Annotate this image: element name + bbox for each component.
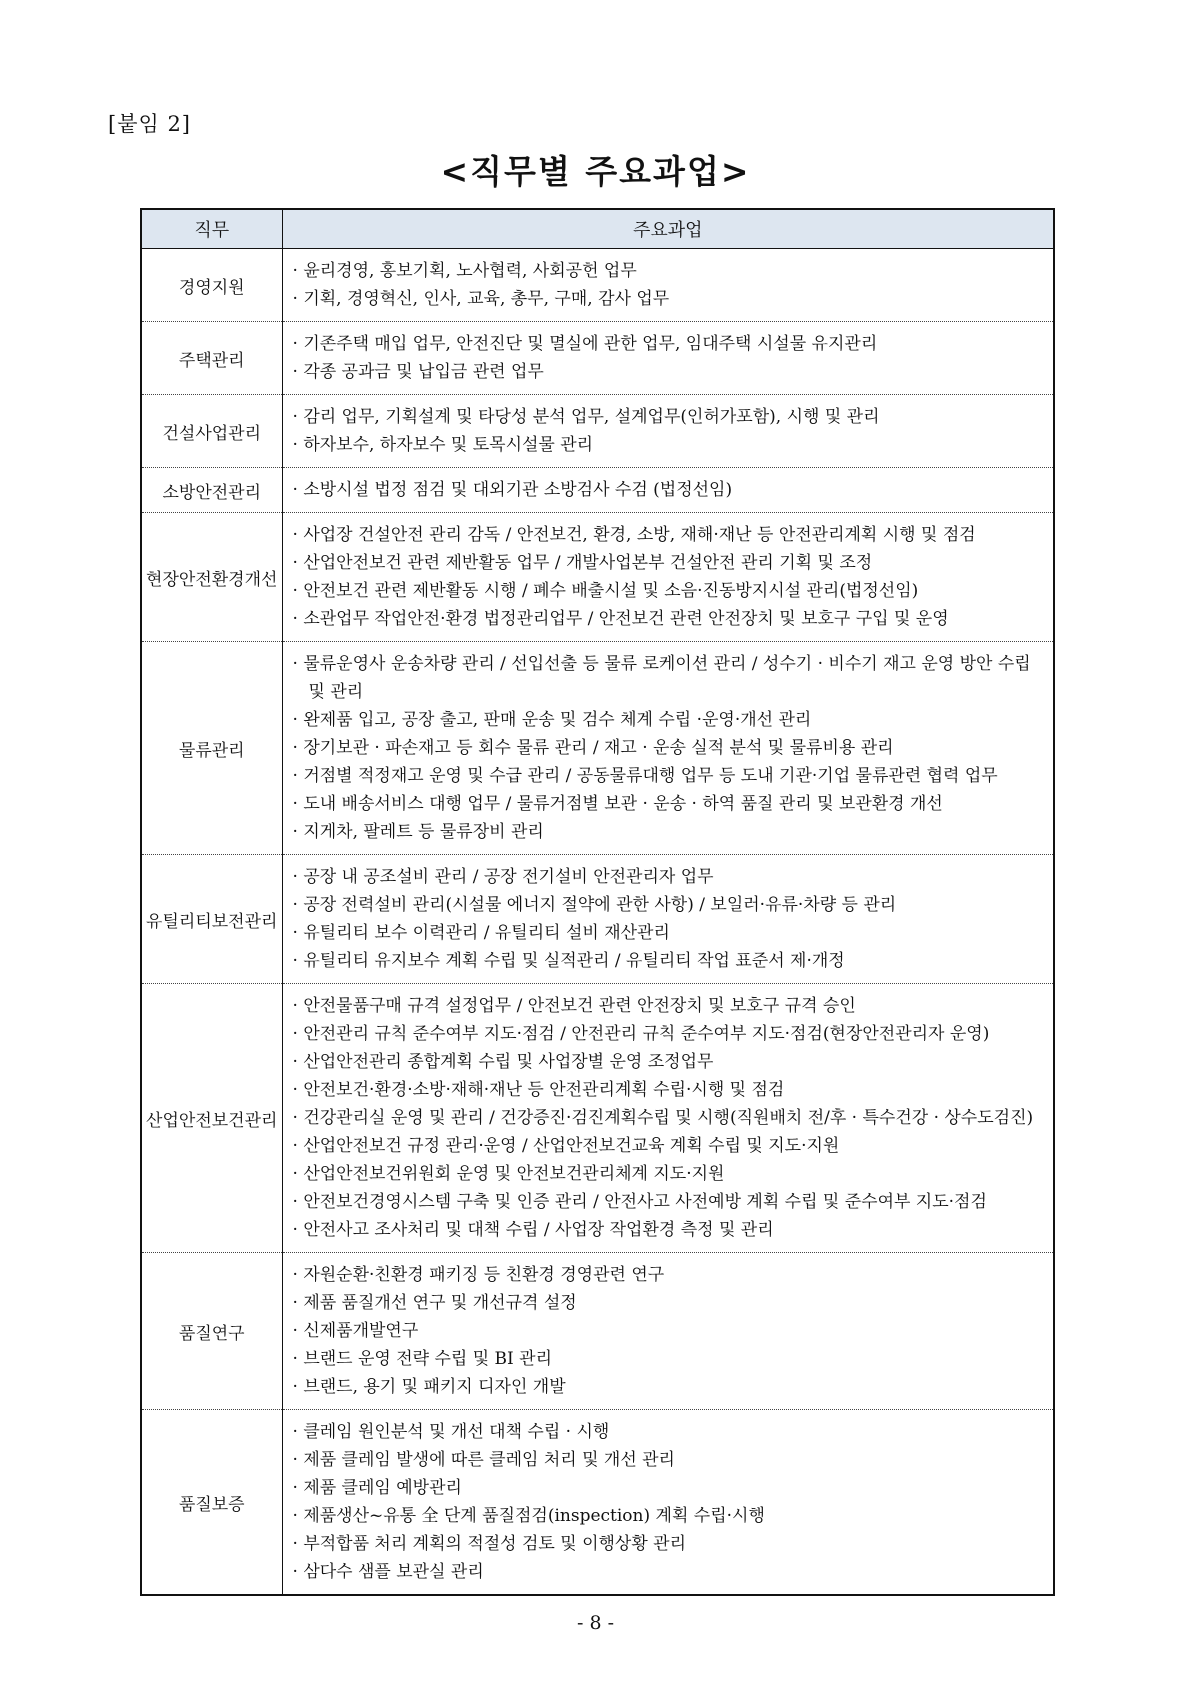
tasks-cell (282, 468, 1054, 513)
task-list (293, 1418, 1048, 1586)
tasks-cell (282, 513, 1054, 642)
task-item: · 산업안전보건 규정 관리·운영 / 산업안전보건교육 계획 수립 및 지도·지원 (293, 1132, 1048, 1160)
duty-task-table (140, 208, 1055, 1596)
job-cell: 유틸리티보전관리 (141, 855, 282, 984)
task-item: · 공장 전력설비 관리(시설물 에너지 절약에 관한 사항) / 보일러·유류·차량 등 관리 (293, 891, 1048, 919)
table-row (141, 984, 1054, 1253)
task-item: · 안전보건 관련 제반활동 시행 / 폐수 배출시설 및 소음·진동방지시설 관리(법정선임) (293, 577, 1048, 605)
task-list (293, 650, 1048, 846)
task-list (293, 330, 1048, 386)
task-list (293, 257, 1048, 313)
task-item: · 유틸리티 유지보수 계획 수립 및 실적관리 / 유틸리티 작업 표준서 제·개정 (293, 947, 1048, 975)
task-list (293, 403, 1048, 459)
job-cell: 산업안전보건관리 (141, 984, 282, 1253)
task-item: · 제품 품질개선 연구 및 개선규격 설정 (293, 1289, 1048, 1317)
table-body (141, 249, 1054, 1596)
task-item: · 기존주택 매입 업무, 안전진단 및 멸실에 관한 업무, 임대주택 시설물 유지관리 (293, 330, 1048, 358)
tasks-cell (282, 322, 1054, 395)
task-item: · 완제품 입고, 공장 출고, 판매 운송 및 검수 체계 수립 ·운영·개선 관리 (293, 706, 1048, 734)
task-item: · 소방시설 법정 점검 및 대외기관 소방검사 수검 (법정선임) (293, 476, 1048, 504)
job-cell: 소방안전관리 (141, 468, 282, 513)
task-item: · 산업안전보건위원회 운영 및 안전보건관리체계 지도·지원 (293, 1160, 1048, 1188)
job-cell: 주택관리 (141, 322, 282, 395)
job-cell: 물류관리 (141, 642, 282, 855)
task-item: · 도내 배송서비스 대행 업무 / 물류거점별 보관 · 운송 · 하역 품질 관리 및 보관환경 개선 (293, 790, 1048, 818)
task-item: · 안전보건경영시스템 구축 및 인증 관리 / 안전사고 사전예방 계획 수립 및 준수여부 지도·점검 (293, 1188, 1048, 1216)
table-row (141, 1410, 1054, 1596)
task-item: · 감리 업무, 기획설계 및 타당성 분석 업무, 설계업무(인허가포함), 시행 및 관리 (293, 403, 1048, 431)
task-item: · 하자보수, 하자보수 및 토목시설물 관리 (293, 431, 1048, 459)
task-item: · 윤리경영, 홍보기획, 노사협력, 사회공헌 업무 (293, 257, 1048, 285)
table-row (141, 855, 1054, 984)
tasks-cell (282, 855, 1054, 984)
task-item: · 안전관리 규칙 준수여부 지도·점검 / 안전관리 규칙 준수여부 지도·점검(현장안전관리자 운영) (293, 1020, 1048, 1048)
task-list (293, 863, 1048, 975)
task-list (293, 476, 1048, 504)
table-row (141, 468, 1054, 513)
header-job: 직무 (141, 209, 282, 249)
task-item: · 산업안전관리 종합계획 수립 및 사업장별 운영 조정업무 (293, 1048, 1048, 1076)
task-item: · 건강관리실 운영 및 관리 / 건강증진·검진계획수립 및 시행(직원배치 전/후 · 특수건강 · 상수도검진) (293, 1104, 1048, 1132)
tasks-cell (282, 249, 1054, 322)
task-item: · 삼다수 샘플 보관실 관리 (293, 1558, 1048, 1586)
header-tasks: 주요과업 (282, 209, 1054, 249)
table-row (141, 1253, 1054, 1410)
task-item: · 장기보관 · 파손재고 등 회수 물류 관리 / 재고 · 운송 실적 분석 및 물류비용 관리 (293, 734, 1048, 762)
table-row (141, 395, 1054, 468)
task-item: · 거점별 적정재고 운영 및 수급 관리 / 공동물류대행 업무 등 도내 기관·기업 물류관련 협력 업무 (293, 762, 1048, 790)
table-row (141, 642, 1054, 855)
task-item: · 유틸리티 보수 이력관리 / 유틸리티 설비 재산관리 (293, 919, 1048, 947)
table-row (141, 322, 1054, 395)
task-item: · 부적합품 처리 계획의 적절성 검토 및 이행상황 관리 (293, 1530, 1048, 1558)
table-row (141, 513, 1054, 642)
job-cell: 현장안전환경개선 (141, 513, 282, 642)
task-item: · 제품 클레임 예방관리 (293, 1474, 1048, 1502)
tasks-cell (282, 1253, 1054, 1410)
task-item: · 브랜드, 용기 및 패키지 디자인 개발 (293, 1373, 1048, 1401)
tasks-cell (282, 395, 1054, 468)
tasks-cell (282, 1410, 1054, 1596)
task-item: · 산업안전보건 관련 제반활동 업무 / 개발사업본부 건설안전 관리 기획 및 조정 (293, 549, 1048, 577)
task-item: · 제품생산~유통 全 단계 품질점검(inspection) 계획 수립·시행 (293, 1502, 1048, 1530)
task-item: · 안전보건·환경·소방·재해·재난 등 안전관리계획 수립·시행 및 점검 (293, 1076, 1048, 1104)
page-title: <직무별 주요과업> (440, 152, 751, 191)
task-item: · 기획, 경영혁신, 인사, 교육, 총무, 구매, 감사 업무 (293, 285, 1048, 313)
tasks-cell (282, 642, 1054, 855)
job-cell: 건설사업관리 (141, 395, 282, 468)
job-cell: 품질연구 (141, 1253, 282, 1410)
table-header-row (141, 209, 1054, 249)
table-row (141, 249, 1054, 322)
task-item: · 물류운영사 운송차량 관리 / 선입선출 등 물류 로케이션 관리 / 성수기 · 비수기 재고 운영 방안 수립 및 관리 (293, 650, 1048, 706)
task-item: · 자원순환·친환경 패키징 등 친환경 경영관련 연구 (293, 1261, 1048, 1289)
task-item: · 안전물품구매 규격 설정업무 / 안전보건 관련 안전장치 및 보호구 규격 승인 (293, 992, 1048, 1020)
job-cell: 경영지원 (141, 249, 282, 322)
task-item: · 신제품개발연구 (293, 1317, 1048, 1345)
task-list (293, 1261, 1048, 1401)
task-item: · 제품 클레임 발생에 따른 클레임 처리 및 개선 관리 (293, 1446, 1048, 1474)
page-number: - 8 - (576, 1612, 614, 1634)
attachment-label: [붙임 2] (108, 112, 191, 136)
task-item: · 사업장 건설안전 관리 감독 / 안전보건, 환경, 소방, 재해·재난 등 안전관리계획 시행 및 점검 (293, 521, 1048, 549)
task-item: · 클레임 원인분석 및 개선 대책 수립 · 시행 (293, 1418, 1048, 1446)
job-cell: 품질보증 (141, 1410, 282, 1596)
task-item: · 안전사고 조사처리 및 대책 수립 / 사업장 작업환경 측정 및 관리 (293, 1216, 1048, 1244)
task-list (293, 521, 1048, 633)
task-list (293, 992, 1048, 1244)
task-item: · 지게차, 팔레트 등 물류장비 관리 (293, 818, 1048, 846)
task-item: · 브랜드 운영 전략 수립 및 BI 관리 (293, 1345, 1048, 1373)
tasks-cell (282, 984, 1054, 1253)
task-item: · 각종 공과금 및 납입금 관련 업무 (293, 358, 1048, 386)
task-item: · 공장 내 공조설비 관리 / 공장 전기설비 안전관리자 업무 (293, 863, 1048, 891)
task-item: · 소관업무 작업안전·환경 법정관리업무 / 안전보건 관련 안전장치 및 보호구 구입 및 운영 (293, 605, 1048, 633)
